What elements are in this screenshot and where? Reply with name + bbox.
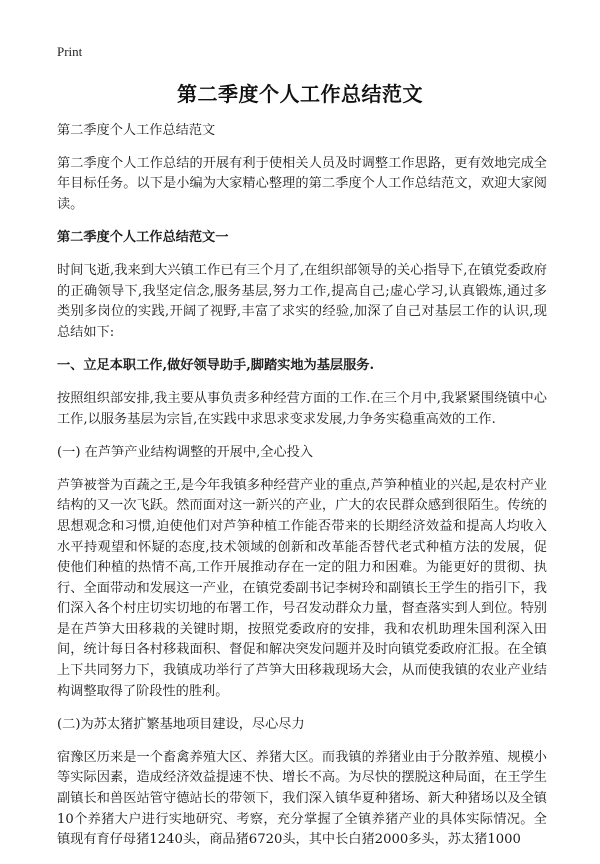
item1-heading: (一) 在芦笋产业结构调整的开展中,全心投入 [57,445,314,461]
page-title: 第二季度个人工作总结范文 [177,82,423,106]
item1-paragraph: 芦笋被誉为百蔬之王,是今年我镇多种经营产业的重点,芦笋种植业的兴起,是农村产业结构的又一次飞跃。然而面对这一新兴的产业，广大的农民群众感到很陌生。传统的思想观念和习惯,迫使他们对芦笋种植工作能否带来的长期经济效益和提高人均收入水平持观望和怀疑的态度,技术领域的创新和改革能否替代老式种植方法的发展，促使他们种植的热情不高,工作开展推动存在一定的阻力和困难。为能更好的贯彻、执行、全面带动和发展这一产业，在镇党委副书记李树玲和副镇长王学生的指引下，我们深入各个村庄切实切地的布署工作，号召发动群众力量，督查落实到人到位。特别是在芦笋大田移栽的关键时期，按照党委政府的安排，我和农机助理朱国利深入田间，统计每日各村移栽面积、督促和解决突发问题并及时向镇党委政府汇报。在全镇上下共同努力下，我镇成功举行了芦笋大田移栽现场大会，从而使我镇的农业产业结构调整取得了阶段性的胜利。 [57,477,547,699]
part1-paragraph: 按照组织部安排,我主要从事负责多种经营方面的工作.在三个月中,我紧紧围绕镇中心工作,以服务基层为宗旨,在实践中求思求变求发展,力争务实稳重高效的工作. [57,390,547,427]
opening-paragraph: 时间飞逝,我来到大兴镇工作已有三个月了,在组织部领导的关心指导下,在镇党委政府的正确领导下,我坚定信念,服务基层,努力工作,提高自己;虚心学习,认真锻炼,通过多类别多岗位的实践,开阔了视野,丰富了求实的经验,加深了自己对基层工作的认识,现总结如下: [57,262,547,340]
print-link[interactable]: Print [57,44,83,59]
intro-paragraph: 第二季度个人工作总结的开展有利于使相关人员及时调整工作思路，更有效地完成全年目标任务。以下是小编为大家精心整理的第二季度个人工作总结范文，欢迎大家阅读。 [57,155,547,212]
part1-heading: 一、立足本职工作,做好领导助手,脚踏实地为基层服务. [57,358,375,374]
document-subtitle: 第二季度个人工作总结范文 [57,123,216,138]
section-heading: 第二季度个人工作总结范文一 [57,230,229,246]
document-body [57,121,547,864]
item2-paragraph: 宿豫区历来是一个畜禽养殖大区、养猪大区。而我镇的养猪业由于分散养殖、规模小等实际因素，造成经济效益提速不快、增长不高。为尽快的摆脱这种局面，在王学生副镇长和兽医站管守德站长的带领下，我们深入镇华夏种猪场、新大种猪场以及全镇10个养猪大户进行实地研究、考察，充分掌握了全镇养猪产业的具体实际情况。全镇现有育仔母猪1240头，商品猪6720头，其中长白猪2000多头，苏太猪1000 [57,749,547,848]
item2-heading: (二)为苏太猪扩繁基地项目建设，尽心尽力 [57,717,305,733]
